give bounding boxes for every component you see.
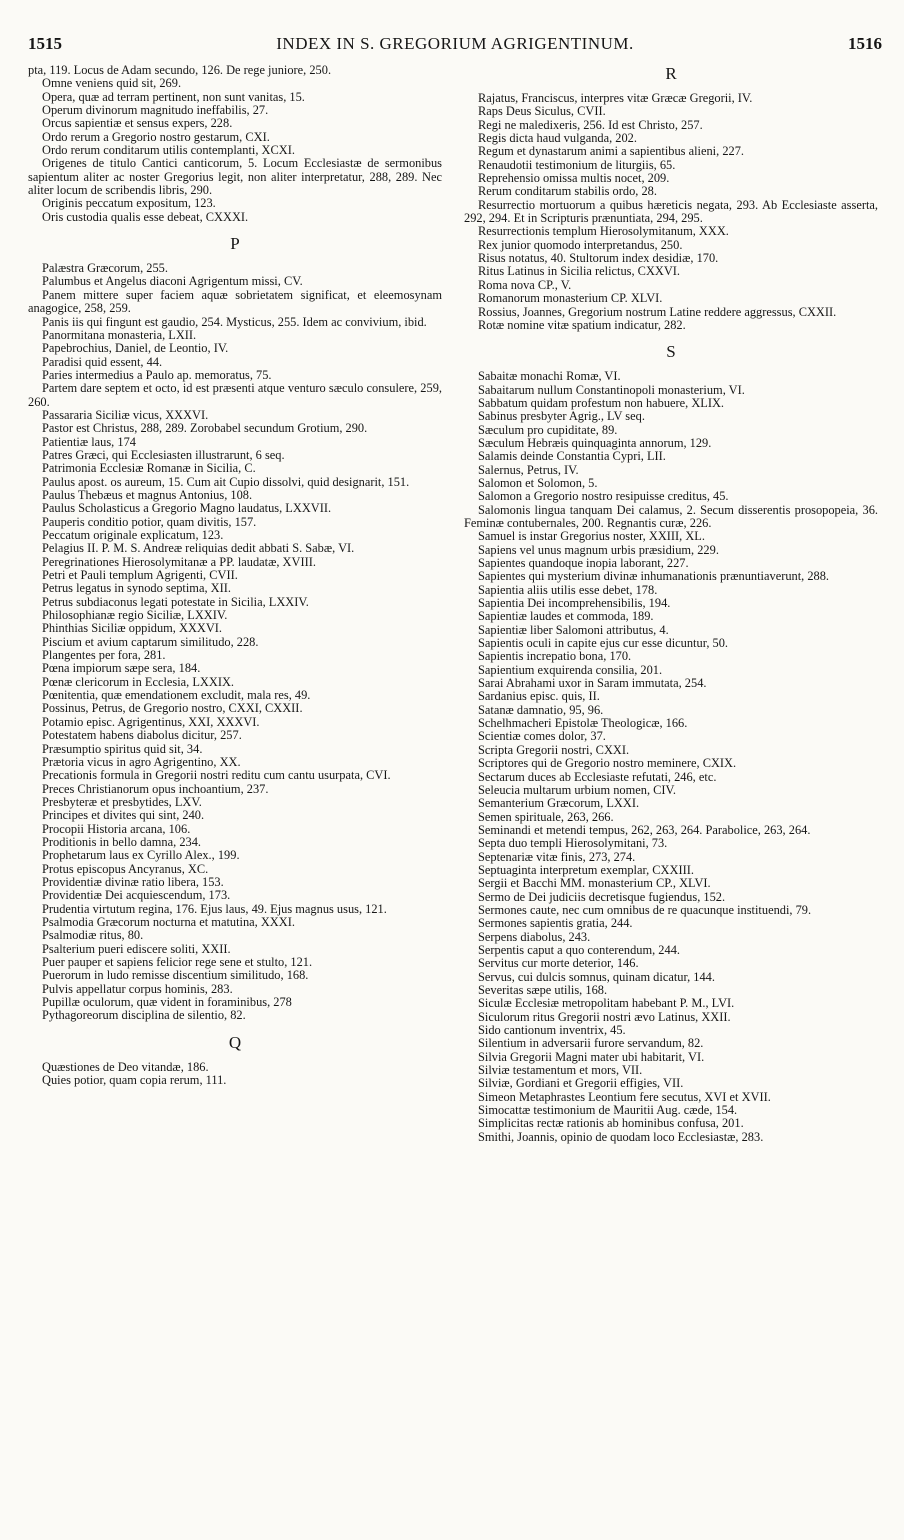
index-entry: Siculorum ritus Gregorii nostri ævo Latinus, XXII. <box>478 1009 731 1024</box>
index-entry: Psalmodiæ ritus, 80. <box>42 928 144 943</box>
index-entry: Sabaitarum nullum Constantinopoli monasterium, VI. <box>478 382 745 397</box>
index-entry: Patrimonia Ecclesiæ Romanæ in Sicilia, C. <box>42 461 256 476</box>
index-entry: Sabbatum quidam profestum non habuere, XLIX. <box>478 395 725 410</box>
index-entry: Sapientiæ liber Salomoni attributus, 4. <box>478 622 669 637</box>
index-entry: Serpens diabolus, 243. <box>478 929 591 944</box>
index-entry: Panem mittere super faciem aquæ sobrietatem significat, et eleemosynam anagogice, 258, 259. <box>28 287 442 316</box>
index-entry: Sardanius episc. quis, II. <box>478 689 600 704</box>
index-entry: Protus episcopus Ancyranus, XC. <box>42 861 209 876</box>
page-number-left: 1515 <box>28 34 62 53</box>
index-entry: Præsumptio spiritus quid sit, 34. <box>42 741 203 756</box>
index-entry: Pastor est Christus, 288, 289. Zorobabel secundum Grotium, 290. <box>42 421 368 436</box>
index-entry: Serpentis caput a quo conterendum, 244. <box>478 942 680 957</box>
index-entry: Pauperis conditio potior, quam divitis, 157. <box>42 514 257 529</box>
index-entry: Simplicitas rectæ rationis ab hominibus confusa, 201. <box>478 1116 744 1131</box>
index-entry: Proditionis in bello damna, 234. <box>42 834 202 849</box>
index-entry: Silviæ, Gordiani et Gregorii effigies, VII. <box>478 1076 684 1091</box>
index-entry: Sæculum Hebræis quinquaginta annorum, 129. <box>478 435 712 450</box>
index-entry: Sapientis increpatio bona, 170. <box>478 649 632 664</box>
page-number-right: 1516 <box>848 34 882 53</box>
index-entry: Silentium in adversarii furore servandum, 82. <box>478 1036 704 1051</box>
index-entry: Palumbus et Angelus diaconi Agrigentum missi, CV. <box>42 274 303 289</box>
index-entry: Samuel is instar Gregorius noster, XXIII, XL. <box>478 529 705 544</box>
index-entry: Sapientes qui mysterium divinæ inhumanationis prænuntiaverunt, 288. <box>478 569 830 584</box>
index-entry: Procopii Historia arcana, 106. <box>42 821 191 836</box>
index-entry: Patres Græci, qui Ecclesiasten illustrarunt, 6 seq. <box>42 447 285 462</box>
index-entry: Reprehensio omissa multis nocet, 209. <box>478 171 670 186</box>
index-entry: Potestatem habens diabolus dicitur, 257. <box>42 728 242 743</box>
index-entry: Regi ne maledixeris, 256. Id est Christo, 257. <box>478 117 703 132</box>
index-entry: Piscium et avium captarum similitudo, 228. <box>42 634 259 649</box>
index-entry: Pœna impiorum sæpe sera, 184. <box>42 661 201 676</box>
index-entry: Sermones caute, nec cum omnibus de re quacunque instituendi, 79. <box>478 902 812 917</box>
index-entry: Peregrinationes Hierosolymitanæ a PP. laudatæ, XVIII. <box>42 554 316 569</box>
index-entry: Romanorum monasterium CP. XLVI. <box>478 291 663 306</box>
index-entry: Petrus legatus in synodo septima, XII. <box>42 581 231 596</box>
index-entry: Prophetarum laus ex Cyrillo Alex., 199. <box>42 848 240 863</box>
index-entry: Septuaginta interpretum exemplar, CXXIII. <box>478 862 694 877</box>
index-entry: Pupillæ oculorum, quæ vident in foraminibus, 278 <box>42 995 292 1010</box>
index-entry: Providentiæ divinæ ratio libera, 153. <box>42 874 224 889</box>
section-letter-q: Q <box>228 1032 242 1052</box>
index-entry: Paries intermedius a Paulo ap. memoratus, 75. <box>42 367 272 382</box>
index-entry: Sapientiæ laudes et commoda, 189. <box>478 609 654 624</box>
index-entry: Satanæ damnatio, 95, 96. <box>478 702 604 717</box>
index-entry: Scientiæ comes dolor, 37. <box>478 729 606 744</box>
index-entry: Sarai Abrahami uxor in Saram immutata, 254. <box>478 676 707 691</box>
index-entry: Paulus Thebæus et magnus Antonius, 108. <box>42 487 253 502</box>
index-entry: Potamio episc. Agrigentinus, XXI, XXXVI. <box>42 714 260 729</box>
index-entry: Rex junior quomodo interpretandus, 250. <box>478 237 683 252</box>
index-entry: Simocattæ testimonium de Mauritii Aug. cæde, 154. <box>478 1103 738 1118</box>
index-entry: Providentiæ Dei acquiescendum, 173. <box>42 888 231 903</box>
index-column-right <box>464 64 878 1144</box>
index-entry: Precationis formula in Gregorii nostri reditu cum cantu usurpata, CVI. <box>42 768 391 783</box>
section-letter-r: R <box>665 64 677 83</box>
index-entry: Sapiens vel unus magnum urbis præsidium, 229. <box>478 542 719 557</box>
index-entry: Psalterium pueri ediscere soliti, XXII. <box>42 941 231 956</box>
index-entry: Petrus subdiaconus legati potestate in Sicilia, LXXIV. <box>42 594 309 609</box>
index-entry: Sapientium exquirenda consilia, 201. <box>478 662 663 677</box>
index-entry: Scriptores qui de Gregorio nostro meminere, CXIX. <box>478 756 737 771</box>
index-entry: Septenariæ vitæ finis, 273, 274. <box>478 849 636 864</box>
index-entry: Pulvis appellatur corpus hominis, 283. <box>42 981 233 996</box>
index-entry: Petri et Pauli templum Agrigenti, CVII. <box>42 568 238 583</box>
index-entry: Salomonis lingua tanquam Dei calamus, 2. Secum disserentis prosopopeia, 36. Feminæ contubernales, 200. Regnantis curæ, 226. <box>464 502 878 530</box>
index-entry: Passararia Siciliæ vicus, XXXVI. <box>42 407 209 422</box>
index-entry: Plangentes per fora, 281. <box>42 648 166 663</box>
index-entry: Paulus Scholasticus a Gregorio Magno laudatus, LXXVII. <box>42 501 332 516</box>
index-entry: Sectarum duces ab Ecclesiaste refutati, 246, etc. <box>478 769 717 784</box>
index-entry: Sapientia aliis utilis esse debet, 178. <box>478 582 658 597</box>
index-entry: Silviæ testamentum et mors, VII. <box>478 1063 643 1078</box>
index-entry: Sergii et Bacchi MM. monasterium CP., XLVI. <box>478 876 711 891</box>
index-entry: Preces Christianorum opus inchoantium, 237. <box>42 781 269 796</box>
index-entry: Sermo de Dei judiciis decretisque fugiendus, 152. <box>478 889 726 904</box>
index-entry: Schelhmacheri Epistolæ Theologicæ, 166. <box>478 716 688 731</box>
index-entry: Quæstiones de Deo vitandæ, 186. <box>42 1059 209 1074</box>
index-entry: Smithi, Joannis, opinio de quodam loco Ecclesiastæ, 283. <box>478 1129 764 1144</box>
index-entry: Pœnitentia, quæ emendationem excludit, mala res, 49. <box>42 688 311 703</box>
index-entry: Pœnæ clericorum in Ecclesia, LXXIX. <box>42 674 235 689</box>
index-entry: Simeon Metaphrastes Leontium fere secutus, XVI et XVII. <box>478 1089 771 1104</box>
index-entry: Ritus Latinus in Sicilia relictus, CXXVI. <box>478 264 681 279</box>
index-entry: Omne veniens quid sit, 269. <box>42 76 182 91</box>
index-entry: Orcus sapientiæ et sensus expers, 228. <box>42 116 233 131</box>
index-entry: Resurrectionis templum Hierosolymitanum, XXX. <box>478 224 729 239</box>
index-entry: Paradisi quid essent, 44. <box>42 354 163 369</box>
index-entry: Origenes de titulo Cantici canticorum, 5. Locum Ecclesiastæ de sermonibus sapientum aliter ac noster Gregorius legit, non aliter interpretatur, 288, 289. Nec aliter locum de scribendis libris, 290. <box>28 156 442 198</box>
index-entry: Rotæ nomine vitæ spatium indicatur, 282. <box>478 317 686 332</box>
index-entry: Sabinus presbyter Agrig., LV seq. <box>478 409 645 424</box>
index-entry: Rerum conditarum stabilis ordo, 28. <box>478 184 657 199</box>
index-entry: Prudentia virtutum regina, 176. Ejus laus, 49. Ejus magnus usus, 121. <box>42 901 387 916</box>
index-entry: Possinus, Petrus, de Gregorio nostro, CXXI, CXXII. <box>42 701 303 716</box>
index-entry: pta, 119. Locus de Adam secundo, 126. De rege juniore, 250. <box>28 63 332 77</box>
index-entry: Palæstra Græcorum, 255. <box>42 261 168 276</box>
index-entry: Oris custodia qualis esse debeat, CXXXI. <box>42 209 249 224</box>
index-entry: Sapientia Dei incomprehensibilis, 194. <box>478 596 671 611</box>
section-letter-p: P <box>230 234 240 254</box>
index-entry: Risus notatus, 40. Stultorum index desidiæ, 170. <box>478 251 719 266</box>
index-entry: Scripta Gregorii nostri, CXXI. <box>478 742 630 757</box>
index-entry: Principes et divites qui sint, 240. <box>42 808 205 823</box>
index-entry: Regum et dynastarum animi a sapientibus alieni, 227. <box>478 144 744 159</box>
index-entry: Semanterium Græcorum, LXXI. <box>478 796 640 811</box>
index-entry: Ordo rerum a Gregorio nostro gestarum, CXI. <box>42 129 270 144</box>
index-entry: Servitus cur morte deterior, 146. <box>478 956 639 971</box>
index-entry: Ordo rerum conditarum utilis contemplanti, XCXI. <box>42 143 295 158</box>
index-entry: Salomon et Solomon, 5. <box>478 475 598 490</box>
section-letter-s: S <box>666 342 676 362</box>
index-entry: Septa duo templi Hierosolymitani, 73. <box>478 836 668 851</box>
index-entry: Patientiæ laus, 174 <box>42 434 136 449</box>
index-entry: Panis iis qui fingunt est gaudio, 254. Mysticus, 255. Idem ac convivium, ibid. <box>42 314 427 329</box>
index-entry: Phinthias Siciliæ oppidum, XXXVI. <box>42 621 223 636</box>
index-entry: Presbyteræ et presbytides, LXV. <box>42 794 202 809</box>
index-entry: Philosophianæ regio Siciliæ, LXXIV. <box>42 608 228 623</box>
index-column-left <box>28 64 442 1087</box>
index-entry: Semen spirituale, 263, 266. <box>478 809 614 824</box>
index-entry: Paulus apost. os aureum, 15. Cum ait Cupio dissolvi, quid designarit, 151. <box>42 474 410 489</box>
index-entry: Partem dare septem et octo, id est præsenti atque venturo sæculo consulere, 259, 260. <box>28 381 442 409</box>
index-entry: Rajatus, Franciscus, interpres vitæ Græcæ Gregorii, IV. <box>478 91 753 105</box>
index-entry: Regis dicta haud vulganda, 202. <box>478 131 637 146</box>
index-entry: Papebrochius, Daniel, de Leontio, IV. <box>42 341 229 356</box>
index-entry: Puer pauper et sapiens felicior rege sene et stulto, 121. <box>42 955 313 969</box>
index-entry: Quies potior, quam copia rerum, 111. <box>42 1073 227 1088</box>
index-entry: Servus, cui dulcis somnus, quinam dicatur, 144. <box>478 969 715 984</box>
index-entry: Sæculum pro cupiditate, 89. <box>478 422 618 437</box>
index-entry: Salomon a Gregorio nostro resipuisse creditus, 45. <box>478 489 729 504</box>
index-entry: Psalmodia Græcorum nocturna et matutina, XXXI. <box>42 914 295 929</box>
index-entry: Sapientes quandoque inopia laborant, 227. <box>478 556 689 570</box>
index-entry: Peccatum originale explicatum, 123. <box>42 528 224 542</box>
index-entry: Severitas sæpe utilis, 168. <box>478 983 608 997</box>
index-entry: Puerorum in ludo remisse discentium similitudo, 168. <box>42 968 309 983</box>
index-entry: Resurrectio mortuorum a quibus hæreticis negata, 293. Ab Ecclesiaste asserta, 292, 294. Et in Scripturis prænuntiata, 294, 295. <box>464 197 878 226</box>
index-entry: Raps Deus Siculus, CVII. <box>478 104 606 119</box>
index-entry: Pelagius II. P. M. S. Andreæ reliquias dedit abbati S. Sabæ, VI. <box>42 541 355 556</box>
index-entry: Sermones sapientis gratia, 244. <box>478 916 633 931</box>
index-entry: Siculæ Ecclesiæ metropolitam habebant P. M., LVI. <box>478 996 735 1011</box>
index-entry: Sido cantionum inventrix, 45. <box>478 1023 626 1038</box>
index-entry: Seleucia multarum urbium nomen, CIV. <box>478 782 676 797</box>
index-entry: Opera, quæ ad terram pertinent, non sunt vanitas, 15. <box>42 89 305 104</box>
index-entry: Salernus, Petrus, IV. <box>478 462 579 477</box>
index-entry: Seminandi et metendi tempus, 262, 263, 264. Parabolice, 263, 264. <box>478 822 811 837</box>
index-entry: Sapientis oculi in capite ejus cur esse dicuntur, 50. <box>478 636 729 651</box>
index-entry: Panormitana monasteria, LXII. <box>42 327 197 342</box>
page-header <box>28 34 882 58</box>
index-entry: Operum divinorum magnitudo ineffabilis, 27. <box>42 103 269 118</box>
index-entry: Originis peccatum expositum, 123. <box>42 196 216 211</box>
index-entry: Renaudotii testimonium de liturgiis, 65. <box>478 157 676 172</box>
index-entry: Rossius, Joannes, Gregorium nostrum Latine reddere aggressus, CXXII. <box>478 304 837 319</box>
index-entry: Pythagoreorum disciplina de silentio, 82. <box>42 1008 246 1023</box>
running-title: INDEX IN S. GREGORIUM AGRIGENTINUM. <box>276 34 634 53</box>
index-entry: Silvia Gregorii Magni mater ubi habitarit, VI. <box>478 1049 705 1064</box>
index-entry: Sabaitæ monachi Romæ, VI. <box>478 369 621 384</box>
index-entry: Prætoria vicus in agro Agrigentino, XX. <box>42 754 241 769</box>
index-entry: Salamis deinde Constantia Cypri, LII. <box>478 449 666 464</box>
index-entry: Roma nova CP., V. <box>478 277 572 292</box>
